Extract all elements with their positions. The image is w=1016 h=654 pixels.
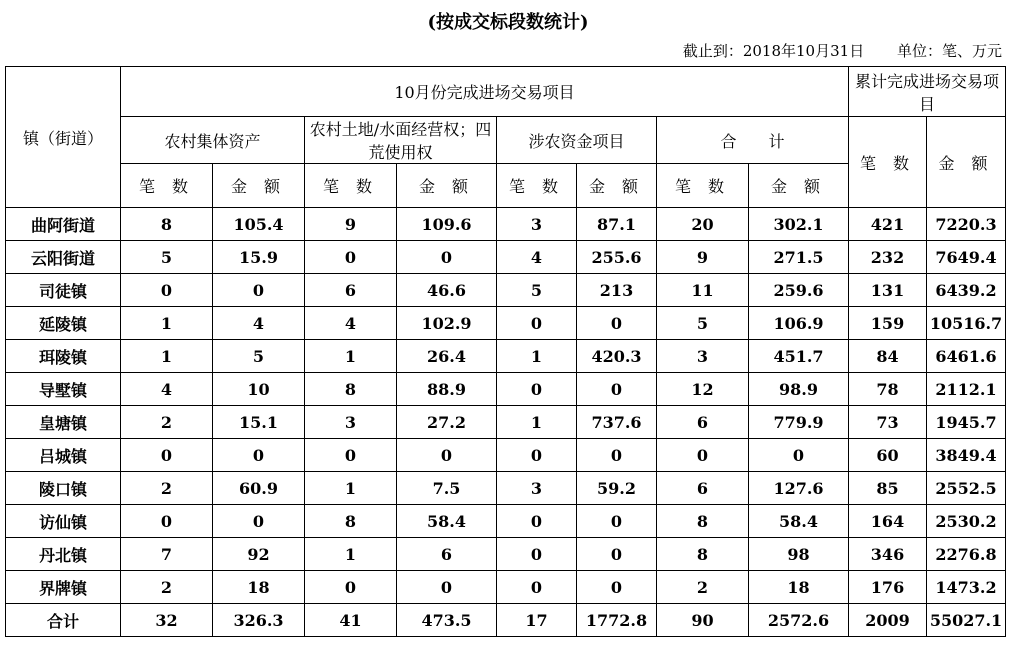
value-cell: 10516.7 [927,307,1006,340]
header-count: 笔 数 [305,164,397,208]
town-name-cell: 丹北镇 [6,538,121,571]
value-cell: 55027.1 [927,604,1006,637]
town-name-cell: 访仙镇 [6,505,121,538]
town-name-cell: 界牌镇 [6,571,121,604]
table-row [6,505,1006,538]
value-cell: 302.1 [749,208,849,241]
table-row [6,307,1006,340]
value-cell: 0 [497,538,577,571]
value-cell: 8 [657,538,749,571]
value-cell: 176 [849,571,927,604]
table-row [6,373,1006,406]
value-cell: 0 [121,505,213,538]
header-group-agri-funds: 涉农资金项目 [497,117,657,164]
value-cell: 1 [305,538,397,571]
value-cell: 421 [849,208,927,241]
value-cell: 0 [121,439,213,472]
header-group-collective-assets: 农村集体资产 [121,117,305,164]
header-cumulative-count: 笔 数 [849,117,927,208]
table-row [6,208,1006,241]
value-cell: 420.3 [577,340,657,373]
value-cell: 2 [121,406,213,439]
value-cell: 58.4 [749,505,849,538]
value-cell: 0 [497,307,577,340]
value-cell: 20 [657,208,749,241]
value-cell: 106.9 [749,307,849,340]
header-october: 10月份完成进场交易项目 [121,67,849,117]
value-cell: 127.6 [749,472,849,505]
value-cell: 3 [305,406,397,439]
value-cell: 5 [213,340,305,373]
value-cell: 105.4 [213,208,305,241]
value-cell: 87.1 [577,208,657,241]
header-cumulative-amount: 金 额 [927,117,1006,208]
value-cell: 9 [657,241,749,274]
value-cell: 3 [657,340,749,373]
value-cell: 0 [497,373,577,406]
value-cell: 7220.3 [927,208,1006,241]
value-cell: 0 [657,439,749,472]
value-cell: 3 [497,472,577,505]
value-cell: 0 [577,373,657,406]
report-meta [655,40,1002,61]
table-row [6,571,1006,604]
value-cell: 1772.8 [577,604,657,637]
header-amount: 金 额 [577,164,657,208]
table-row [6,439,1006,472]
value-cell: 2 [121,571,213,604]
value-cell: 6 [657,472,749,505]
value-cell: 88.9 [397,373,497,406]
table-row [6,274,1006,307]
value-cell: 0 [577,307,657,340]
town-name-cell: 珥陵镇 [6,340,121,373]
value-cell: 2 [121,472,213,505]
table-row [6,241,1006,274]
header-count: 笔 数 [657,164,749,208]
value-cell: 17 [497,604,577,637]
value-cell: 164 [849,505,927,538]
value-cell: 27.2 [397,406,497,439]
value-cell: 2552.5 [927,472,1006,505]
value-cell: 0 [577,571,657,604]
value-cell: 6 [657,406,749,439]
value-cell: 0 [397,241,497,274]
town-name-cell: 延陵镇 [6,307,121,340]
value-cell: 7.5 [397,472,497,505]
header-group-land-water: 农村土地/水面经营权；四荒使用权 [305,117,497,164]
value-cell: 109.6 [397,208,497,241]
value-cell: 8 [657,505,749,538]
table-row [6,538,1006,571]
value-cell: 78 [849,373,927,406]
report-title: (按成交标段数统计) [427,12,589,33]
value-cell: 1 [497,406,577,439]
value-cell: 2276.8 [927,538,1006,571]
value-cell: 6461.6 [927,340,1006,373]
value-cell: 12 [657,373,749,406]
value-cell: 779.9 [749,406,849,439]
table-row [6,340,1006,373]
value-cell: 0 [305,571,397,604]
value-cell: 46.6 [397,274,497,307]
value-cell: 737.6 [577,406,657,439]
value-cell: 84 [849,340,927,373]
value-cell: 59.2 [577,472,657,505]
value-cell: 0 [305,439,397,472]
value-cell: 6 [397,538,497,571]
value-cell: 5 [121,241,213,274]
header-cumulative: 累计完成进场交易项目 [849,67,1006,117]
header-town: 镇（街道） [6,67,121,208]
value-cell: 451.7 [749,340,849,373]
value-cell: 0 [577,505,657,538]
value-cell: 1945.7 [927,406,1006,439]
value-cell: 232 [849,241,927,274]
value-cell: 0 [121,274,213,307]
value-cell: 1 [121,340,213,373]
table-row [6,604,1006,637]
value-cell: 5 [657,307,749,340]
value-cell: 0 [213,505,305,538]
header-amount: 金 额 [397,164,497,208]
town-name-cell: 司徒镇 [6,274,121,307]
value-cell: 0 [577,538,657,571]
value-cell: 2530.2 [927,505,1006,538]
value-cell: 15.9 [213,241,305,274]
value-cell: 1 [497,340,577,373]
town-name-cell: 皇塘镇 [6,406,121,439]
value-cell: 0 [497,505,577,538]
value-cell: 0 [497,439,577,472]
value-cell: 73 [849,406,927,439]
town-name-cell: 曲阿街道 [6,208,121,241]
value-cell: 4 [121,373,213,406]
value-cell: 259.6 [749,274,849,307]
value-cell: 26.4 [397,340,497,373]
header-amount: 金 额 [749,164,849,208]
value-cell: 102.9 [397,307,497,340]
value-cell: 0 [497,571,577,604]
value-cell: 255.6 [577,241,657,274]
value-cell: 2112.1 [927,373,1006,406]
value-cell: 7649.4 [927,241,1006,274]
header-amount: 金 额 [213,164,305,208]
value-cell: 3849.4 [927,439,1006,472]
town-name-cell: 云阳街道 [6,241,121,274]
value-cell: 6439.2 [927,274,1006,307]
value-cell: 41 [305,604,397,637]
value-cell: 15.1 [213,406,305,439]
value-cell: 8 [305,373,397,406]
value-cell: 90 [657,604,749,637]
value-cell: 0 [397,571,497,604]
town-name-cell: 合计 [6,604,121,637]
value-cell: 1 [305,472,397,505]
value-cell: 58.4 [397,505,497,538]
value-cell: 1473.2 [927,571,1006,604]
cutoff-date: 截止到：2018年10月31日 [682,42,865,60]
value-cell: 0 [749,439,849,472]
table-body [6,208,1006,637]
value-cell: 9 [305,208,397,241]
value-cell: 346 [849,538,927,571]
value-cell: 6 [305,274,397,307]
value-cell: 4 [305,307,397,340]
value-cell: 85 [849,472,927,505]
value-cell: 1 [305,340,397,373]
header-count: 笔 数 [121,164,213,208]
value-cell: 98 [749,538,849,571]
value-cell: 60.9 [213,472,305,505]
value-cell: 213 [577,274,657,307]
value-cell: 4 [497,241,577,274]
value-cell: 60 [849,439,927,472]
town-name-cell: 吕城镇 [6,439,121,472]
value-cell: 159 [849,307,927,340]
value-cell: 18 [749,571,849,604]
value-cell: 5 [497,274,577,307]
value-cell: 1 [121,307,213,340]
value-cell: 98.9 [749,373,849,406]
value-cell: 8 [121,208,213,241]
value-cell: 271.5 [749,241,849,274]
value-cell: 326.3 [213,604,305,637]
value-cell: 10 [213,373,305,406]
value-cell: 2009 [849,604,927,637]
unit-label: 单位：笔、万元 [896,42,1002,60]
value-cell: 131 [849,274,927,307]
value-cell: 18 [213,571,305,604]
value-cell: 11 [657,274,749,307]
value-cell: 3 [497,208,577,241]
value-cell: 2 [657,571,749,604]
value-cell: 0 [213,274,305,307]
header-group-total: 合 计 [657,117,849,164]
value-cell: 8 [305,505,397,538]
table-row [6,472,1006,505]
town-name-cell: 陵口镇 [6,472,121,505]
header-count: 笔 数 [497,164,577,208]
transaction-table [5,66,1006,637]
value-cell: 92 [213,538,305,571]
value-cell: 4 [213,307,305,340]
value-cell: 0 [397,439,497,472]
value-cell: 7 [121,538,213,571]
value-cell: 0 [213,439,305,472]
table-row [6,406,1006,439]
town-name-cell: 导墅镇 [6,373,121,406]
value-cell: 32 [121,604,213,637]
value-cell: 0 [305,241,397,274]
value-cell: 0 [577,439,657,472]
value-cell: 473.5 [397,604,497,637]
value-cell: 2572.6 [749,604,849,637]
